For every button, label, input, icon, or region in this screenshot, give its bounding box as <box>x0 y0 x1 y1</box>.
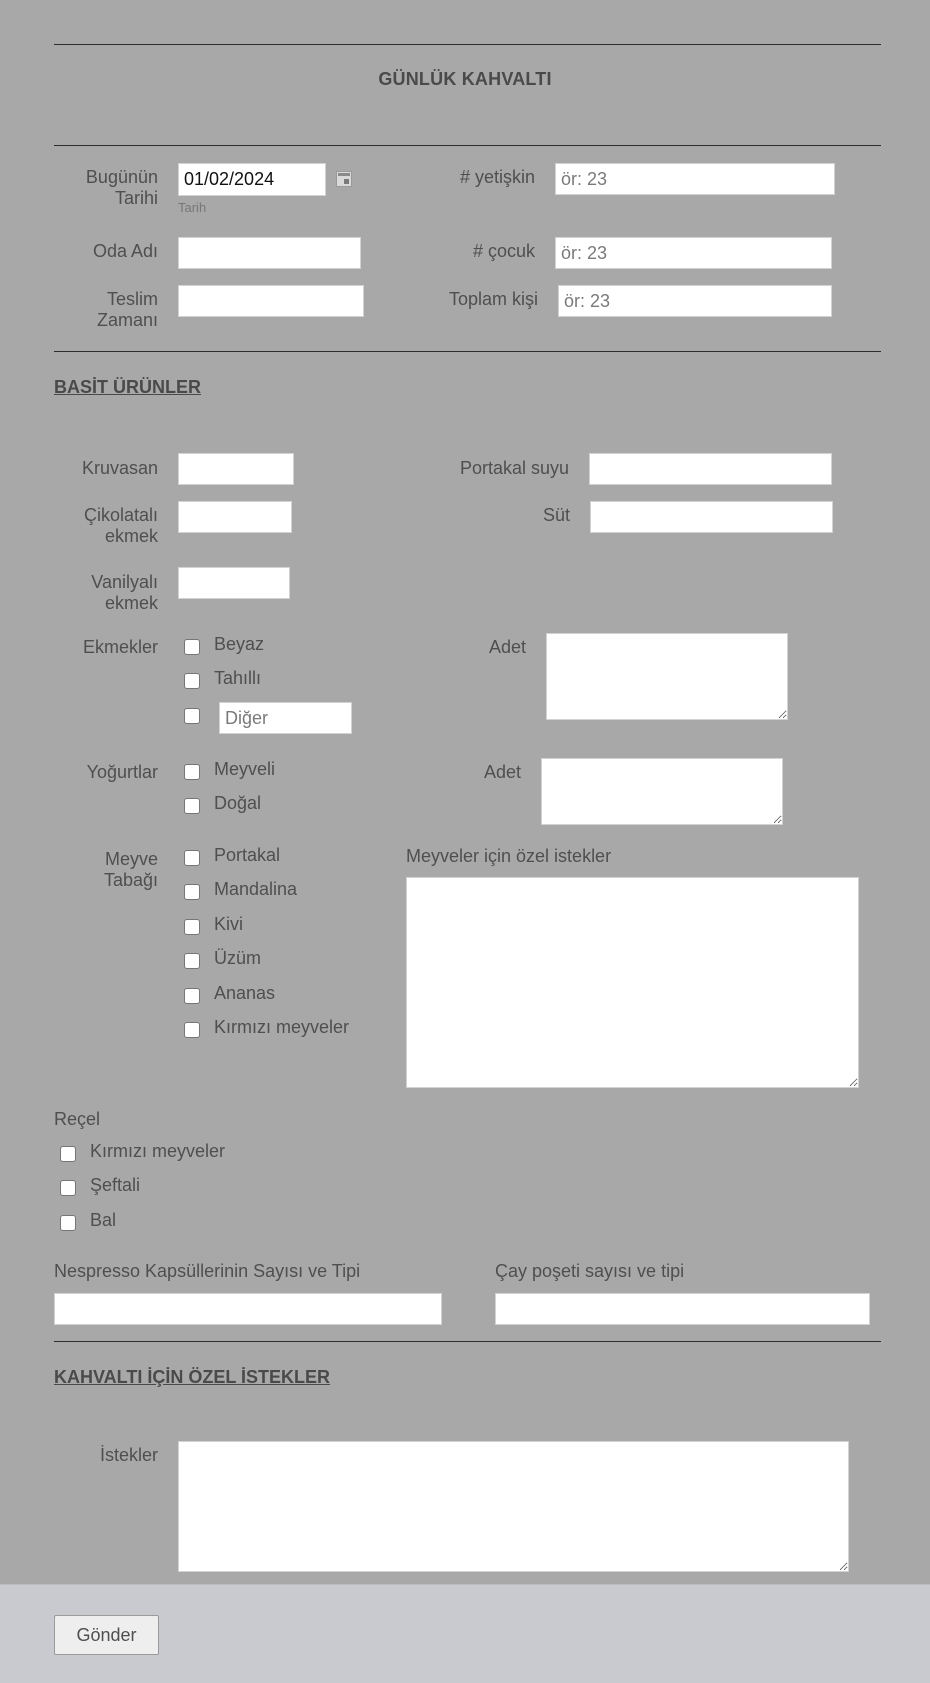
basic-section-title: BASİT ÜRÜNLER <box>54 377 201 397</box>
milk-input[interactable] <box>590 501 833 533</box>
fruit-mandarin-checkbox[interactable] <box>184 884 200 900</box>
yogurts-label: Yoğurtlar <box>86 762 158 782</box>
total-input[interactable] <box>558 285 832 317</box>
fruit-pineapple-option: Ananas <box>214 983 276 1003</box>
delivery-input[interactable] <box>178 285 364 317</box>
requests-label: İstekler <box>99 1445 158 1465</box>
nespresso-input[interactable] <box>54 1293 442 1325</box>
choco-bread-input[interactable] <box>178 501 292 533</box>
fruit-kiwi-checkbox[interactable] <box>184 919 200 935</box>
room-label: Oda Adı <box>92 241 158 261</box>
yogurt-natural-checkbox[interactable] <box>184 798 200 814</box>
fruit-kiwi-option: Kivi <box>214 914 244 934</box>
tea-input[interactable] <box>495 1293 870 1325</box>
orange-juice-label: Portakal suyu <box>459 458 569 478</box>
fruit-red-berries-checkbox[interactable] <box>184 1022 200 1038</box>
room-input[interactable] <box>178 237 361 269</box>
fruit-requests-textarea[interactable] <box>406 877 859 1088</box>
form-title: GÜNLÜK KAHVALTI <box>378 69 552 89</box>
jam-peach-checkbox[interactable] <box>60 1180 76 1196</box>
breads-qty-textarea[interactable] <box>546 633 788 720</box>
croissant-input[interactable] <box>178 453 294 485</box>
form-footer <box>0 1584 930 1683</box>
children-label: # çocuk <box>472 241 535 261</box>
fruit-orange-checkbox[interactable] <box>184 850 200 866</box>
vanilla-bread-label: Vanilyalı ekmek <box>91 572 158 613</box>
bread-other-checkbox[interactable] <box>184 708 200 724</box>
fruit-pineapple-checkbox[interactable] <box>184 988 200 1004</box>
jam-label: Reçel <box>54 1109 101 1129</box>
croissant-label: Kruvasan <box>81 458 158 478</box>
jam-peach-option: Şeftali <box>90 1175 141 1195</box>
date-label: Bugünün Tarihi <box>85 167 158 208</box>
children-input[interactable] <box>555 237 832 269</box>
adults-input[interactable] <box>555 163 835 195</box>
date-input[interactable] <box>178 163 326 196</box>
submit-button[interactable]: Gönder <box>54 1615 159 1655</box>
fruit-grape-checkbox[interactable] <box>184 953 200 969</box>
top-divider <box>54 44 881 45</box>
bread-other-input[interactable] <box>219 702 352 734</box>
yogurts-qty-label: Adet <box>483 762 521 782</box>
fruit-red-berries-option: Kırmızı meyveler <box>214 1017 350 1037</box>
bread-grain-checkbox[interactable] <box>184 673 200 689</box>
yogurt-fruit-checkbox[interactable] <box>184 764 200 780</box>
jam-honey-option: Bal <box>90 1210 117 1230</box>
breads-label: Ekmekler <box>82 637 158 657</box>
jam-red-berries-option: Kırmızı meyveler <box>90 1141 226 1161</box>
orange-juice-input[interactable] <box>589 453 832 485</box>
bread-grain-option: Tahıllı <box>214 668 262 688</box>
tea-label: Çay poşeti sayısı ve tipi <box>495 1261 685 1281</box>
delivery-label: Teslim Zamanı <box>96 289 158 330</box>
requests-textarea[interactable] <box>178 1441 849 1572</box>
calendar-icon[interactable] <box>336 171 352 187</box>
nespresso-label: Nespresso Kapsüllerinin Sayısı ve Tipi <box>54 1261 361 1281</box>
yogurt-fruit-option: Meyveli <box>214 759 276 779</box>
fruit-mandarin-option: Mandalina <box>214 879 298 899</box>
bread-white-checkbox[interactable] <box>184 639 200 655</box>
adults-label: # yetişkin <box>459 167 535 187</box>
milk-label: Süt <box>542 505 570 525</box>
bread-white-option: Beyaz <box>214 634 265 654</box>
fruit-grape-option: Üzüm <box>214 948 262 968</box>
fruit-orange-option: Portakal <box>214 845 281 865</box>
fruit-plate-label: Meyve Tabağı <box>103 849 158 890</box>
special-section-title: KAHVALTI İÇİN ÖZEL İSTEKLER <box>54 1367 331 1387</box>
yogurts-qty-textarea[interactable] <box>541 758 783 825</box>
breads-qty-label: Adet <box>488 637 526 657</box>
jam-honey-checkbox[interactable] <box>60 1215 76 1231</box>
date-sublabel: Tarih <box>178 200 207 215</box>
jam-red-berries-checkbox[interactable] <box>60 1146 76 1162</box>
choco-bread-label: Çikolatalı ekmek <box>83 505 158 546</box>
yogurt-natural-option: Doğal <box>214 793 262 813</box>
special-divider <box>54 1341 881 1342</box>
basic-divider <box>54 351 881 352</box>
vanilla-bread-input[interactable] <box>178 567 290 599</box>
header-divider <box>54 145 881 146</box>
fruit-requests-label: Meyveler için özel istekler <box>406 846 612 866</box>
total-label: Toplam kişi <box>448 289 538 309</box>
